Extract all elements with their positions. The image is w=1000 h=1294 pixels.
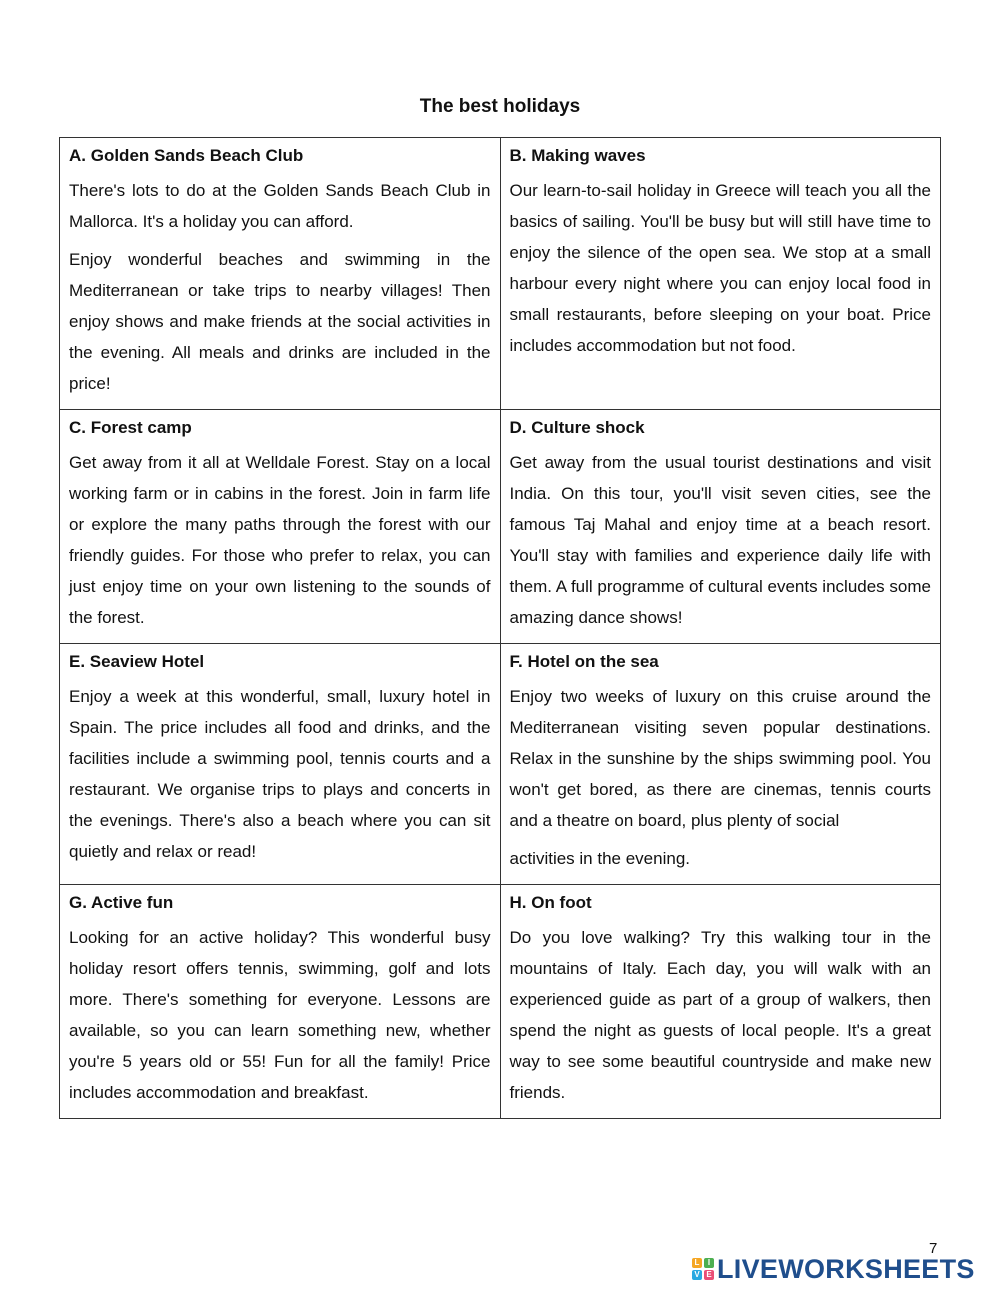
holiday-heading: H. On foot xyxy=(509,893,592,912)
holiday-heading: C. Forest camp xyxy=(69,418,192,437)
holiday-description: Enjoy two weeks of luxury on this cruise around the Mediterranean visiting seven popular destinations. Relax in the sunshine by the ships swimming pool. You won't get bored, as there are cinemas, tennis courts and a theatre on board, plus plenty of social xyxy=(509,687,931,830)
holiday-heading: E. Seaview Hotel xyxy=(69,652,205,671)
logo-mark-icon xyxy=(692,1258,714,1280)
holiday-heading: F. Hotel on the sea xyxy=(509,652,659,671)
table-row xyxy=(60,644,941,885)
holiday-description: Get away from it all at Welldale Forest. Stay on a local working farm or in cabins in the forest. Join in farm life or explore the many paths through the forest with our friendly guides. For those who prefer to relax, you can just enjoy time on your own listening to the sounds of the forest. xyxy=(69,453,491,627)
holiday-description: Get away from the usual tourist destinations and visit India. On this tour, you'll visit seven cities, see the famous Taj Mahal and enjoy time at a beach resort. You'll stay with families and experience daily life with them. A full programme of cultural events includes some amazing dance shows! xyxy=(509,453,931,627)
page-title: The best holidays xyxy=(419,96,581,117)
holiday-description: Enjoy a week at this wonderful, small, luxury hotel in Spain. The price includes all food and drinks, and the facilities include a swimming pool, tennis courts and a restaurant. We organise trips to plays and concerts in the evenings. There's also a beach where you can sit quietly and relax or read! xyxy=(69,687,491,861)
table-row xyxy=(60,885,941,1119)
table-row xyxy=(60,410,941,644)
holiday-cell-a xyxy=(60,138,501,410)
holidays-table xyxy=(59,137,941,1119)
holiday-cell-f xyxy=(500,644,941,885)
holiday-heading: D. Culture shock xyxy=(509,418,645,437)
logo-letter: V xyxy=(692,1270,702,1280)
logo-letter: I xyxy=(704,1258,714,1268)
holiday-description: There's lots to do at the Golden Sands Beach Club in Mallorca. It's a holiday you can afford. xyxy=(69,181,491,231)
brand-name: LIVEWORKSHEETS xyxy=(717,1253,975,1284)
holiday-cell-d xyxy=(500,410,941,644)
holiday-heading: G. Active fun xyxy=(69,893,174,912)
holiday-description: Enjoy wonderful beaches and swimming in the Mediterranean or take trips to nearby villages! Then enjoy shows and make friends at the social activities in the evening. All meals and drinks are included in the price! xyxy=(69,250,491,393)
holiday-description: Looking for an active holiday? This wonderful busy holiday resort offers tennis, swimming, golf and lots more. There's something for everyone. Lessons are available, so you can learn something new, whether you're 5 years old or 55! Fun for all the family! Price includes accommodation and breakfast. xyxy=(69,928,491,1102)
holiday-description: Do you love walking? Try this walking tour in the mountains of Italy. Each day, you will walk with an experienced guide as part of a group of walkers, then spend the night as guests of local people. It's a great way to see some beautiful countryside and make new friends. xyxy=(509,928,931,1102)
logo-letter: L xyxy=(692,1258,702,1268)
holiday-cell-h xyxy=(500,885,941,1119)
table-row xyxy=(60,138,941,410)
holiday-heading: A. Golden Sands Beach Club xyxy=(69,146,304,165)
holiday-description: Our learn-to-sail holiday in Greece will teach you all the basics of sailing. You'll be busy but will still have time to enjoy the silence of the open sea. We stop at a small harbour every night where you can enjoy local food in small restaurants, before sleeping on your boat. Price includes accommodation but not food. xyxy=(509,181,931,355)
holiday-description: activities in the evening. xyxy=(509,849,690,868)
page-number: 7 xyxy=(929,1240,938,1257)
liveworksheets-logo[interactable] xyxy=(692,1254,975,1284)
holiday-heading: B. Making waves xyxy=(509,146,646,165)
holiday-cell-g xyxy=(60,885,501,1119)
holiday-cell-e xyxy=(60,644,501,885)
holiday-cell-c xyxy=(60,410,501,644)
logo-letter: E xyxy=(704,1270,714,1280)
holiday-cell-b xyxy=(500,138,941,410)
